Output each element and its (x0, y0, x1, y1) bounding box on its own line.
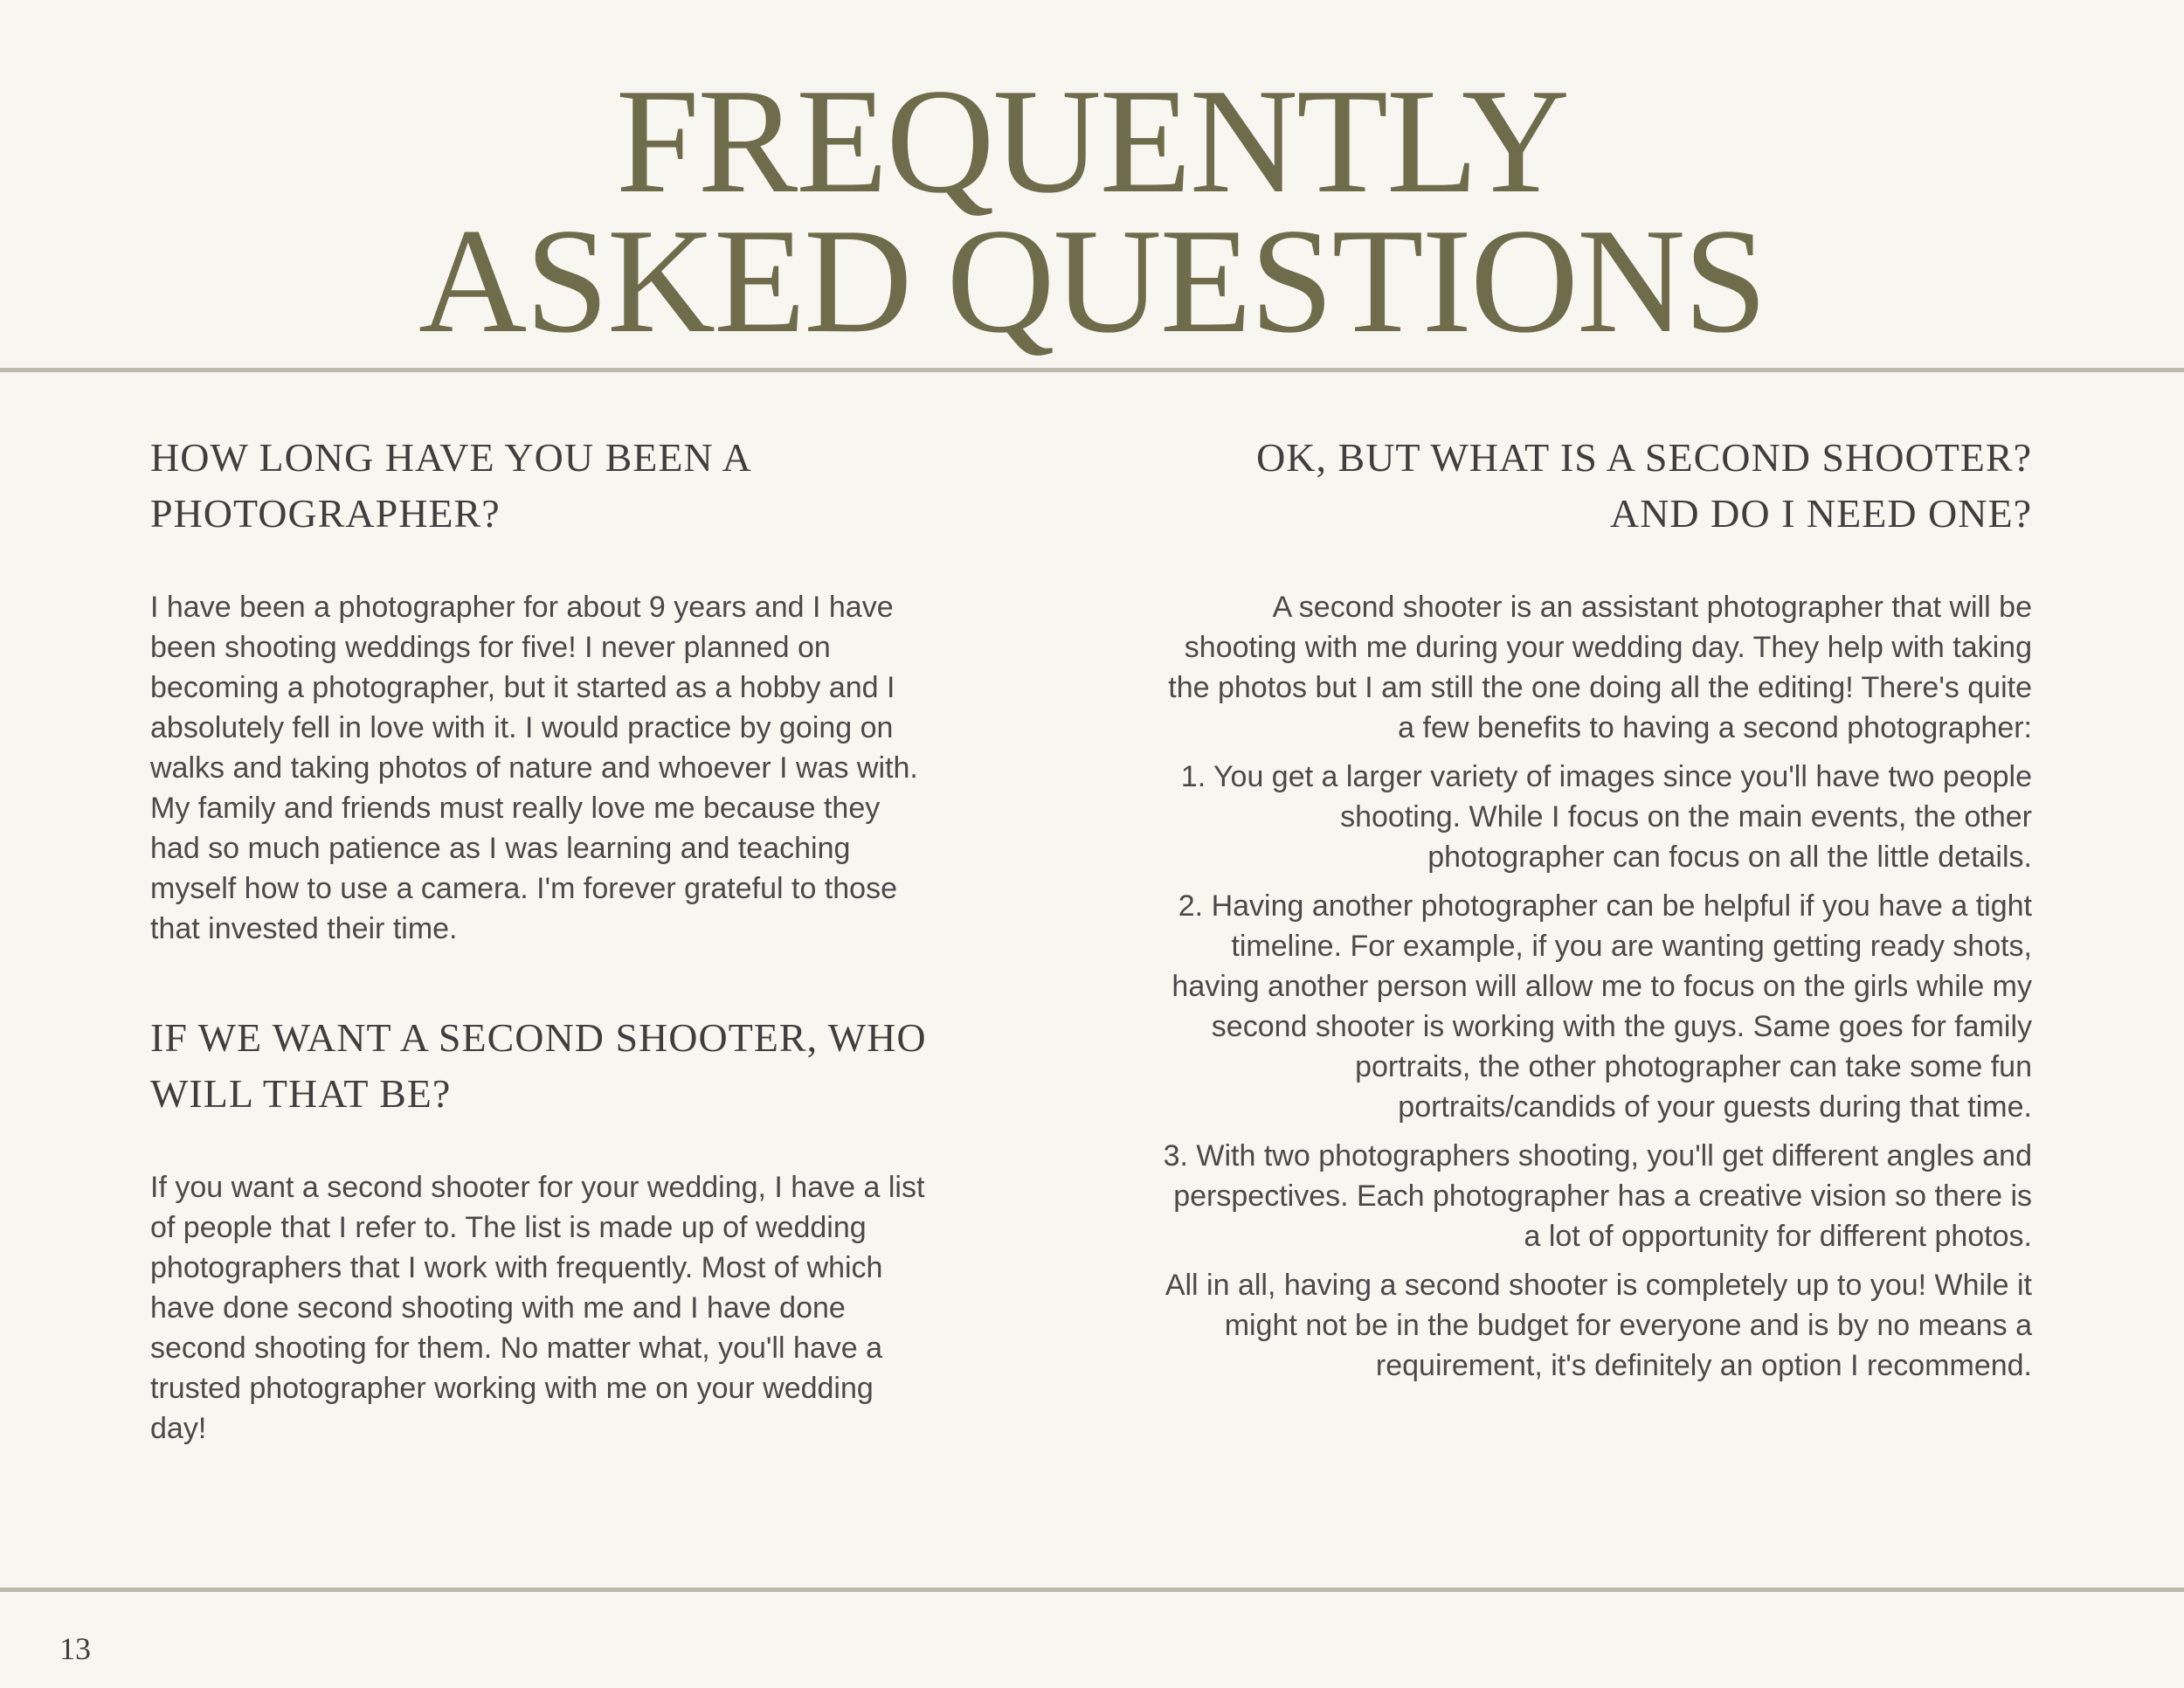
answer-paragraph-benefit-3: 3. With two photographers shooting, you'll get different angles and perspectives. Each photographer has a creative vision so there is a lot of opportunity for different photos. (1163, 1139, 2032, 1253)
answer-paragraph-benefit-1: 1. You get a larger variety of images since you'll have two people shooting. While I focus on the main events, the other photographer can focus on all the little details. (1180, 760, 2032, 874)
faq-question-how-long: HOW LONG HAVE YOU BEEN A PHOTOGRAPHER? (150, 435, 750, 536)
right-column (1162, 430, 2032, 1394)
left-column (150, 430, 936, 1449)
faq-answer-second-shooter-who: If you want a second shooter for your wedding, I have a list of people that I refer to. The list is made up of wedding photographers that I work with frequently. Most of which have done second shooting with me and I have done second shooting for them. No matter what, you'll have a trusted photographer working with me on your wedding day! (150, 1171, 925, 1445)
faq-answer-what-is-second-shooter (1162, 587, 2032, 1386)
answer-paragraph-intro: A second shooter is an assistant photographer that will be shooting with me during your wedding day. They help with taking the photos but I am still the one doing all the editing! There's quite a few benefits to having a second photographer: (1168, 591, 2032, 744)
top-divider (0, 368, 2184, 372)
answer-paragraph-conclusion: All in all, having a second shooter is completely up to you! While it might not be in the budget for everyone and is by no means a requirement, it's definitely an option I recommend. (1165, 1269, 2032, 1382)
faq-question-what-is-second-shooter: OK, BUT WHAT IS A SECOND SHOOTER? AND DO I NEED ONE? (1256, 435, 2032, 536)
faq-question-second-shooter-who: IF WE WANT A SECOND SHOOTER, WHO WILL THAT BE? (150, 1015, 927, 1116)
answer-paragraph-benefit-2: 2. Having another photographer can be helpful if you have a tight timeline. For example, if you are wanting getting ready shots, having another person will allow me to focus on the girls while my second shooter is working with the guys. Same goes for family portraits, the other photographer can take some fun portraits/candids of your guests during that time. (1171, 889, 2032, 1124)
faq-answer-how-long: I have been a photographer for about 9 years and I have been shooting weddings for five! I never planned on becoming a photographer, but it started as a hobby and I absolutely fell in love with it. I would practice by going on walks and taking photos of nature and whoever I was with. My family and friends must really love me because they had so much patience as I was learning and teaching myself how to use a camera. I'm forever grateful to those that invested their time. (150, 591, 918, 945)
page-title-line-2: ASKED QUESTIONS (418, 198, 1766, 364)
page-number: 13 (59, 1631, 91, 1666)
page-title-line-1: FREQUENTLY (615, 59, 1569, 225)
bottom-divider (0, 1588, 2184, 1592)
